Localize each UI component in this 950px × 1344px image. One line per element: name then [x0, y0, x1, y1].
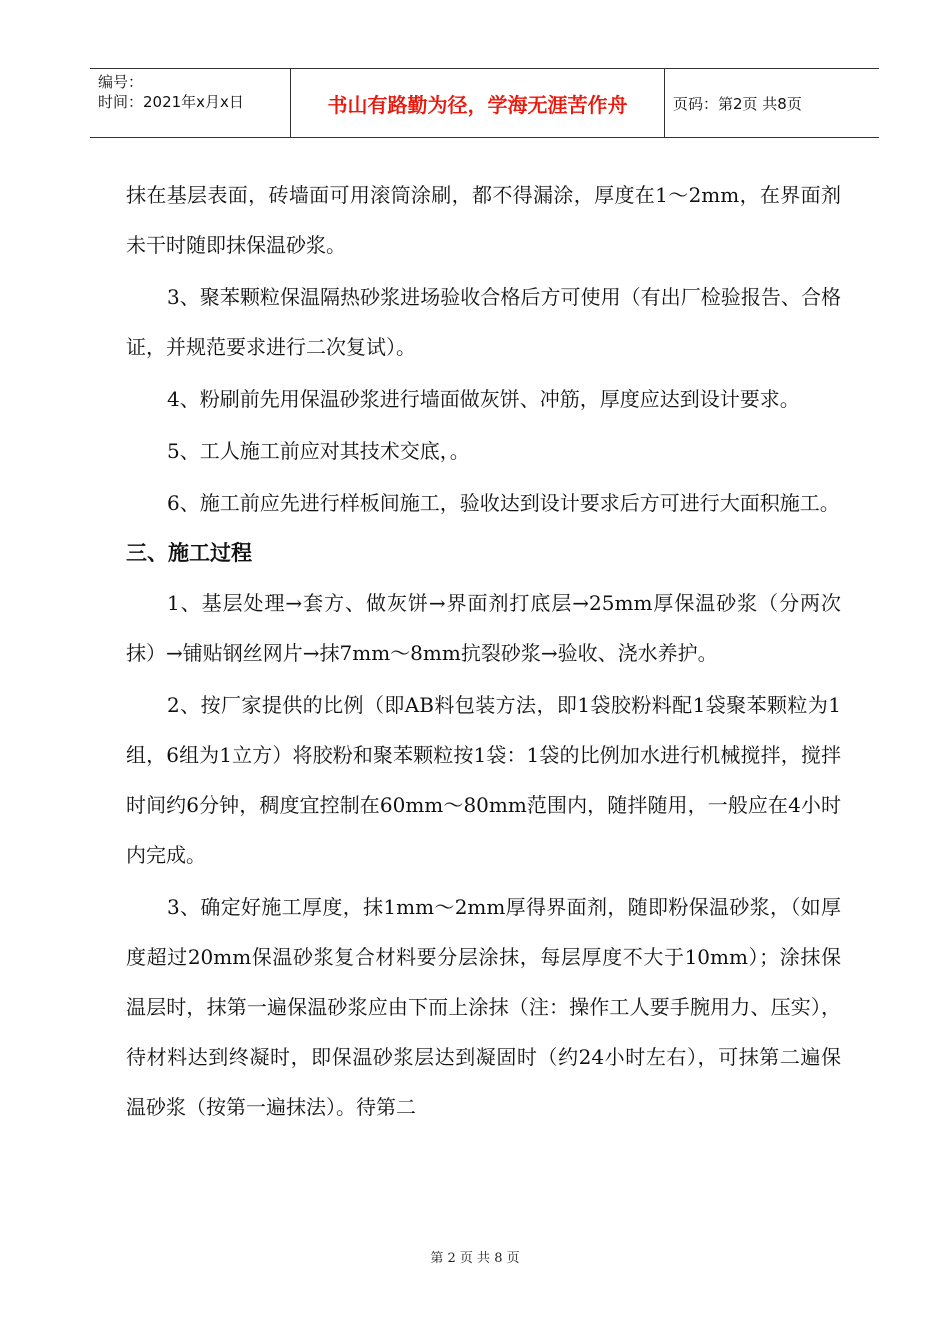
- paragraph-item-3: 3、聚苯颗粒保温隔热砂浆进场验收合格后方可使用（有出厂检验报告、合格证，并规范要求进行二次复试）。: [126, 285, 841, 359]
- document-number-label: 编号：: [98, 73, 144, 91]
- document-time-label: 时间：2021年x月x日: [98, 93, 244, 111]
- page-header: [90, 68, 879, 138]
- section-heading: 三、施工过程: [126, 541, 252, 565]
- header-page-info: 页码：第2页 共8页: [673, 94, 802, 113]
- process-paragraph-1: 1、基层处理→套方、做灰饼→界面剂打底层→25mm厚保温砂浆（分两次抹）→铺贴钢丝网片→抹7mm～8mm抗裂砂浆→验收、浇水养护。: [126, 591, 841, 665]
- document-body: [126, 170, 841, 1132]
- header-motto: 书山有路勤为径，学海无涯苦作舟: [327, 92, 628, 117]
- process-paragraph-3: 3、确定好施工厚度，抹1mm～2mm厚得界面剂，随即粉保温砂浆，（如厚度超过20mm保温砂浆复合材料要分层涂抹，每层厚度不大于10mm）；涂抹保温层时，抹第一遍保温砂浆应由下而上涂抹（注：操作工人要手腕用力、压实），待材料达到终凝时，即保温砂浆层达到凝固时（约24小时左右），可抹第二遍保温砂浆（按第一遍抹法）。待第二: [126, 895, 841, 1119]
- paragraph-item-6: 6、施工前应先进行样板间施工，验收达到设计要求后方可进行大面积施工。: [167, 491, 840, 515]
- paragraph-item-5: 5、工人施工前应对其技术交底，。: [167, 439, 470, 463]
- process-paragraph-2: 2、按厂家提供的比例（即AB料包装方法，即1袋胶粉料配1袋聚苯颗粒为1组，6组为1立方）将胶粉和聚苯颗粒按1袋：1袋的比例加水进行机械搅拌，搅拌时间约6分钟，稠度宜控制在60mm～80mm范围内，随拌随用，一般应在4小时内完成。: [126, 693, 841, 867]
- paragraph-item-4: 4、粉刷前先用保温砂浆进行墙面做灰饼、冲筋，厚度应达到设计要求。: [167, 387, 800, 411]
- paragraph-continuation: 抹在基层表面，砖墙面可用滚筒涂刷，都不得漏涂，厚度在1～2mm，在界面剂未干时随即抹保温砂浆。: [126, 183, 841, 257]
- header-meta: [98, 72, 244, 112]
- page-footer: 第 2 页 共 8 页: [430, 1251, 520, 1266]
